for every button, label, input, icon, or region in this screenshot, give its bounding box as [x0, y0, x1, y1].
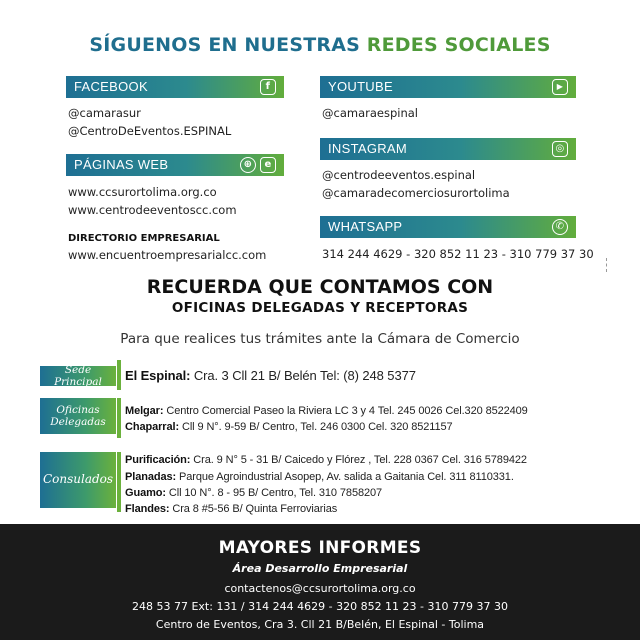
youtube-handle[interactable]: @camaraespinal [322, 106, 418, 120]
youtube-label: YOUTUBE [328, 79, 393, 94]
page-title [0, 34, 640, 56]
footer-subtitle: Área Desarrollo Empresarial [232, 562, 408, 575]
delegada-line-melgar [125, 405, 528, 417]
office-name: Flandes: [125, 503, 170, 515]
office-name: Guamo: [125, 487, 166, 499]
office-detail: Cll 10 N°. 8 - 95 B/ Centro, Tel. 310 7858207 [165, 487, 383, 499]
sede-principal-bar [117, 360, 121, 390]
office-detail: Cra 8 #5-56 B/ Quinta Ferroviarias [169, 503, 338, 515]
delegada-line-chaparral [125, 421, 453, 433]
facebook-handle-1[interactable]: @camarasur [68, 106, 141, 120]
facebook-header [66, 76, 284, 98]
website-icon[interactable]: e [260, 157, 276, 173]
sede-principal-line [125, 368, 416, 383]
consulados-bar [117, 452, 121, 512]
delegadas-label-2: Delegadas [50, 416, 106, 428]
footer-title: MAYORES INFORMES [218, 538, 422, 558]
intro-text: Para que realices tus trámites ante la Cámara de Comercio [120, 331, 520, 347]
consulados-label: Consulados [42, 472, 114, 487]
instagram-icon[interactable]: ◎ [552, 141, 568, 157]
consulado-line-planadas [125, 471, 514, 483]
whatsapp-numbers[interactable]: 314 244 4629 - 320 852 11 23 - 310 779 37 30 [322, 247, 594, 261]
office-detail: Centro Comercial Paseo la Riviera LC 3 y 4 Tel. 245 0026 Cel.320 8522409 [163, 405, 528, 417]
website-link-2[interactable]: www.centrodeeventoscc.com [68, 203, 237, 217]
instagram-label: INSTAGRAM [328, 141, 408, 156]
recuerda-subheading: OFICINAS DELEGADAS Y RECEPTORAS [171, 300, 469, 316]
office-name: Planadas: [125, 471, 177, 483]
footer [0, 524, 640, 640]
office-detail: Cll 9 N°. 9-59 B/ Centro, Tel. 246 0300 Cel. 320 8521157 [179, 421, 453, 433]
divider [606, 258, 607, 272]
instagram-handle-2[interactable]: @camaradecomerciosurortolima [322, 186, 510, 200]
directorio-title: DIRECTORIO EMPRESARIAL [68, 233, 220, 244]
website-link-1[interactable]: www.ccsurortolima.org.co [68, 185, 217, 199]
facebook-label: FACEBOOK [74, 79, 148, 94]
globe-icon[interactable]: ⊕ [240, 157, 256, 173]
facebook-handle-2[interactable]: @CentroDeEventos.ESPINAL [68, 124, 232, 138]
office-name: Purificación: [125, 454, 191, 466]
page-title-part1: SÍGUENOS EN NUESTRAS [89, 34, 367, 56]
footer-phones: 248 53 77 Ext: 131 / 314 244 4629 - 320 852 11 23 - 310 779 37 30 [131, 600, 508, 613]
youtube-icon[interactable]: ▶ [552, 79, 568, 95]
facebook-icon[interactable]: f [260, 79, 276, 95]
sede-principal-tag [40, 363, 116, 388]
office-name: Chaparral: [125, 421, 180, 433]
paginas-web-label: PÁGINAS WEB [74, 157, 169, 172]
whatsapp-icon[interactable]: ✆ [552, 219, 568, 235]
whatsapp-header [320, 216, 576, 238]
directorio-link[interactable]: www.encuentroempresarialcc.com [68, 248, 267, 262]
recuerda-heading: RECUERDA QUE CONTAMOS CON [146, 276, 494, 298]
consulado-line-purificacion [125, 454, 527, 466]
paginas-web-header [66, 154, 284, 176]
office-detail: Cra. 3 Cll 21 B/ Belén Tel: (8) 248 5377 [190, 368, 416, 383]
office-detail: Parque Agroindustrial Asopep, Av. salida a Gaitania Cel. 311 8110331. [176, 471, 514, 483]
consulado-line-flandes [125, 503, 337, 515]
youtube-header [320, 76, 576, 98]
oficinas-delegadas-tag [40, 398, 116, 434]
instagram-handle-1[interactable]: @centrodeeventos.espinal [322, 168, 476, 182]
whatsapp-label: WHATSAPP [328, 219, 403, 234]
office-name: Melgar: [125, 405, 164, 417]
consulado-line-guamo [125, 487, 382, 499]
page-title-part2: REDES SOCIALES [366, 34, 551, 56]
delegadas-label-1: Oficinas [56, 403, 100, 416]
oficinas-delegadas-bar [117, 398, 121, 438]
office-name: El Espinal: [125, 368, 191, 383]
instagram-header [320, 138, 576, 160]
footer-email[interactable]: contactenos@ccsurortolima.org.co [224, 582, 416, 595]
office-detail: Cra. 9 N° 5 - 31 B/ Caicedo y Flórez , Tel. 228 0367 Cel. 316 5789422 [190, 454, 527, 466]
footer-address: Centro de Eventos, Cra 3. Cll 21 B/Belén, El Espinal - Tolima [155, 618, 485, 631]
sede-principal-label: Sede Principal [54, 363, 102, 388]
consulados-tag [40, 452, 116, 508]
